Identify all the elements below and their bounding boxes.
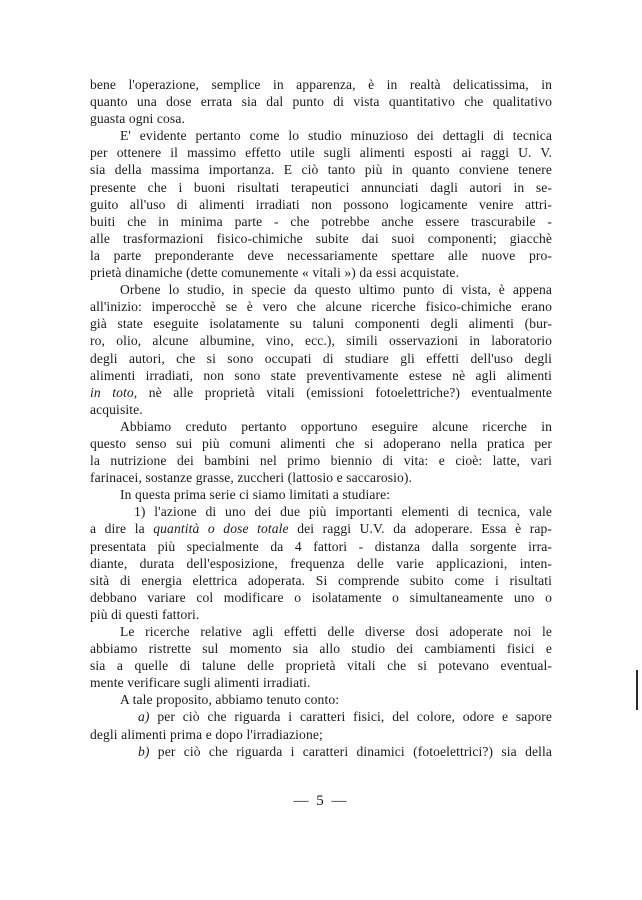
text-line: la parte preponderante deve necessariamente spettare alle nuove pro- [90,247,552,263]
text-line: abbiamo ristrette sul momento sia allo studio dei cambiamenti fisici e [90,641,552,657]
text-line: debbano variare col modificare o isolatamente o simultaneamente uno o [90,589,552,605]
margin-mark [636,670,638,710]
text-line: buiti che in minima parte - che potrebbe anche essere trascurabile - [90,213,552,229]
text-line: alle trasformazioni fisico-chimiche subite dai suoi componenti; giacchè [90,230,552,246]
text-line: sità di energia elettrica adoperata. Si comprende subito come i risultati [90,572,552,588]
text-line: sia della massima importanza. E ciò tanto più in quanto conviene tenere [90,162,552,178]
text-line: Orbene lo studio, in specie da questo ultimo punto di vista, è appena [120,282,552,298]
text-line: mente verificare sugli alimenti irradiati. [90,675,311,691]
italic-phrase: quantità o dose totale [153,521,289,537]
text-line: In questa prima serie ci siamo limitati a studiare: [120,487,391,503]
text-line: più di questi fattori. [90,606,200,622]
text-line: già state eseguite isolatamente su taluni componenti degli alimenti (bur- [90,316,552,332]
text-line [90,743,552,760]
text-line: ro, olio, alcune albumine, vino, ecc.), simili osservazioni in laboratorio [90,333,552,349]
list-label: a) [138,709,150,725]
text-line: la nutrizione dei bambini nel primo biennio di vita: e cioè: latte, vari [90,453,552,469]
text-line: Le ricerche relative agli effetti delle diverse dosi adoperate noi le [120,624,552,639]
text-line: quanto una dose errata sia dal punto di vista quantitativo che qualitativo [90,94,552,110]
text-line: diante, durata dell'esposizione, frequenza delle varie applicazioni, inten- [90,555,552,571]
text-line: all'inizio: imperocchè se è vero che alcune ricerche fisico-chimiche erano [90,299,552,315]
text-line [90,384,552,401]
text-line: Abbiamo creduto pertanto opportuno eseguire alcune ricerche in [120,418,552,434]
text-segment: nè alle proprietà vitali (emissioni fotoelettriche?) eventualmente [148,384,552,400]
text-line: questo senso sui più comuni alimenti che si adoperano nella pratica per [90,435,552,451]
text-line [90,708,552,725]
text-line: presente che i buoni risultati terapeutici annunciati dagli autori in se- [90,179,552,195]
text-line: 1) l'azione di uno dei due più importanti elementi di tecnica, vale [134,504,552,520]
text-segment: a dire la [90,521,145,537]
text-line: sia a quelle di talune delle proprietà vitali che si potevano eventual- [90,658,552,674]
body-text [90,76,552,760]
text-line: guasta ogni cosa. [90,111,185,127]
text-line: A tale proposito, abbiamo tenuto conto: [120,692,340,708]
text-line: guito all'uso di alimenti irradiati non possono logicamente venire attri- [90,196,552,212]
text-line: per ottenere il massimo effetto utile sugli alimenti esposti ai raggi U. V. [90,145,552,161]
text-line: alimenti irradiati, non sono state preventivamente estese nè agli alimenti [90,367,552,383]
text-line: degli alimenti prima e dopo l'irradiazione; [90,726,323,742]
text-line: acquisite. [90,401,143,417]
text-line: presentata più specialmente da 4 fattori - distanza dalla sorgente irra- [90,538,552,554]
page-number: — 5 — [293,793,349,809]
italic-phrase: in toto, [90,384,138,400]
text-segment: per ciò che riguarda i caratteri fisici, del colore, odore e sapore [157,709,552,725]
list-label: b) [138,743,150,759]
text-segment: per ciò che riguarda i caratteri dinamici (fotoelettrici?) sia della [157,743,552,759]
text-line: prietà dinamiche (dette comunemente « vitali ») da essi acquistate. [90,265,460,281]
text-segment: dei raggi U.V. da adoperare. Essa è rap- [297,521,553,537]
text-line: E' evidente pertanto come lo studio minuzioso dei dettagli di tecnica [120,128,552,144]
text-line: farinacei, sostanze grasse, zuccheri (lattosio e saccarosio). [90,470,413,486]
text-line [90,520,552,537]
text-line: degli autori, che si sono occupati di studiare gli effetti dell'uso degli [90,350,552,366]
text-line: bene l'operazione, semplice in apparenza, è in realtà delicatissima, in [90,77,552,92]
